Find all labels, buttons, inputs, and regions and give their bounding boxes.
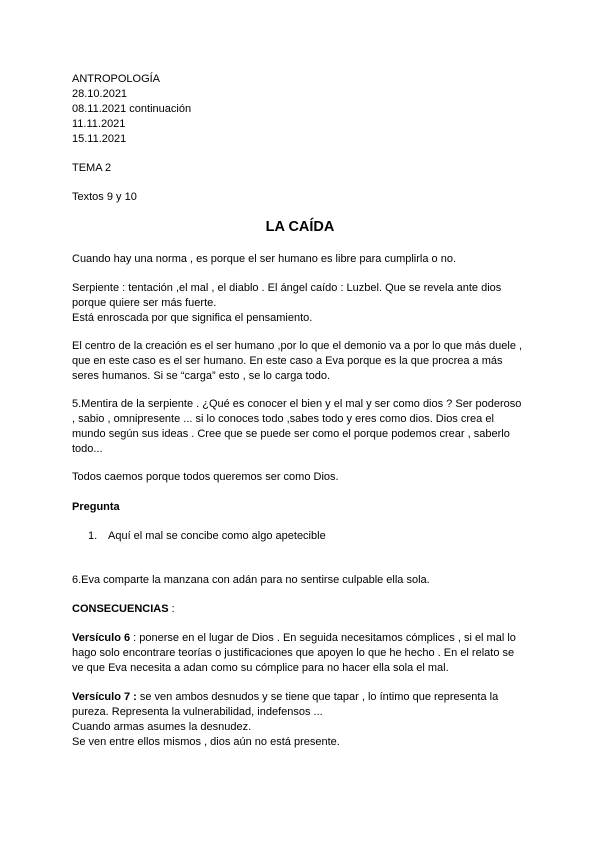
page-title: LA CAÍDA: [265, 219, 335, 235]
consequences-heading: [72, 602, 532, 617]
date-line: 15.11.2021: [72, 133, 127, 146]
paragraph-line: , sabio , omnipresente ... si lo conoces todo ,sabes todo y eres como dios. Dios crea el: [72, 413, 494, 426]
topic-line: TEMA 2: [72, 162, 112, 174]
list-item-text: Aquí el mal se concibe como algo apetecible: [108, 530, 326, 542]
verse-7-text: se ven ambos desnudos y se tiene que tapar , lo íntimo que representa la: [136, 691, 499, 703]
paragraph-line: El centro de la creación es el ser humano ,por lo que el demonio va a por lo que más duele ,: [72, 340, 523, 352]
paragraph-line: Cuando hay una norma , es porque el ser humano es libre para cumplirla o no.: [72, 253, 457, 265]
date-line: 28.10.2021: [72, 88, 128, 101]
consequences-heading-text: CONSECUENCIAS: [72, 603, 169, 615]
paragraph-line: [72, 690, 532, 705]
subject-line: ANTROPOLOGÍA: [72, 73, 161, 85]
list-item-number: 1.: [88, 530, 98, 542]
paragraph-line: Cuando armas asumes la desnudez.: [72, 721, 252, 734]
list-item: [88, 529, 326, 544]
verse-7-label: Versículo 7 :: [72, 691, 137, 703]
paragraph-line: que en este caso es el ser humano. En este caso a Eva porque es la que procrea a más: [72, 355, 503, 368]
paragraph-norma: [72, 252, 532, 267]
paragraph-line: Todos caemos porque todos queremos ser como Dios.: [72, 471, 339, 483]
verse-6-text: : ponerse en el lugar de Dios . En seguida necesitamos cómplices , si el mal lo: [130, 632, 516, 644]
paragraph-mentira: [72, 397, 532, 457]
verse-6-label: Versículo 6: [72, 632, 131, 644]
paragraph-line: seres humanos. Si se “carga” esto , se lo carga todo.: [72, 370, 331, 383]
paragraph-caemos: [72, 470, 532, 485]
date-line: 08.11.2021 continuación: [72, 103, 192, 116]
paragraph-centro: [72, 339, 532, 384]
paragraph-line: [72, 631, 532, 646]
verse-7-paragraph: [72, 690, 532, 750]
paragraph-line: pureza. Representa la vulnerabilidad, indefensos ...: [72, 706, 323, 719]
consequences-heading-suffix: :: [168, 603, 175, 615]
paragraph-line: 6.Eva comparte la manzana con adán para no sentirse culpable ella sola.: [72, 574, 430, 586]
header-block: [72, 72, 532, 147]
verse-6-paragraph: [72, 631, 532, 676]
paragraph-serpiente: [72, 281, 532, 326]
paragraph-line: mundo según sus ideas . Cree que se puede ser como el porque podemos crear , saberlo: [72, 428, 510, 441]
question-heading: Pregunta: [72, 501, 120, 513]
paragraph-line: Está enroscada por que significa el pensamiento.: [72, 312, 313, 325]
paragraph-line: porque quiere ser más fuerte.: [72, 297, 217, 310]
paragraph-line: hago solo encontrare teorías o justificaciones que apoyen lo que he hecho . En el relato se: [72, 647, 515, 660]
paragraph-line: Serpiente : tentación ,el mal , el diablo . El ángel caído : Luzbel. Que se revela ante dios: [72, 282, 502, 294]
paragraph-line: ve que Eva necesita a adan como su cómplice para no hacer ella sola el mal.: [72, 662, 449, 675]
paragraph-line: Se ven entre ellos mismos , dios aún no está presente.: [72, 736, 340, 749]
texts-line: Textos 9 y 10: [72, 191, 137, 203]
paragraph-line: todo...: [72, 443, 103, 456]
paragraph-line: 5.Mentira de la serpiente . ¿Qué es conocer el bien y el mal y ser como dios ? Ser poderoso: [72, 398, 522, 410]
paragraph-eva: [72, 573, 532, 588]
date-line: 11.11.2021: [72, 118, 126, 131]
